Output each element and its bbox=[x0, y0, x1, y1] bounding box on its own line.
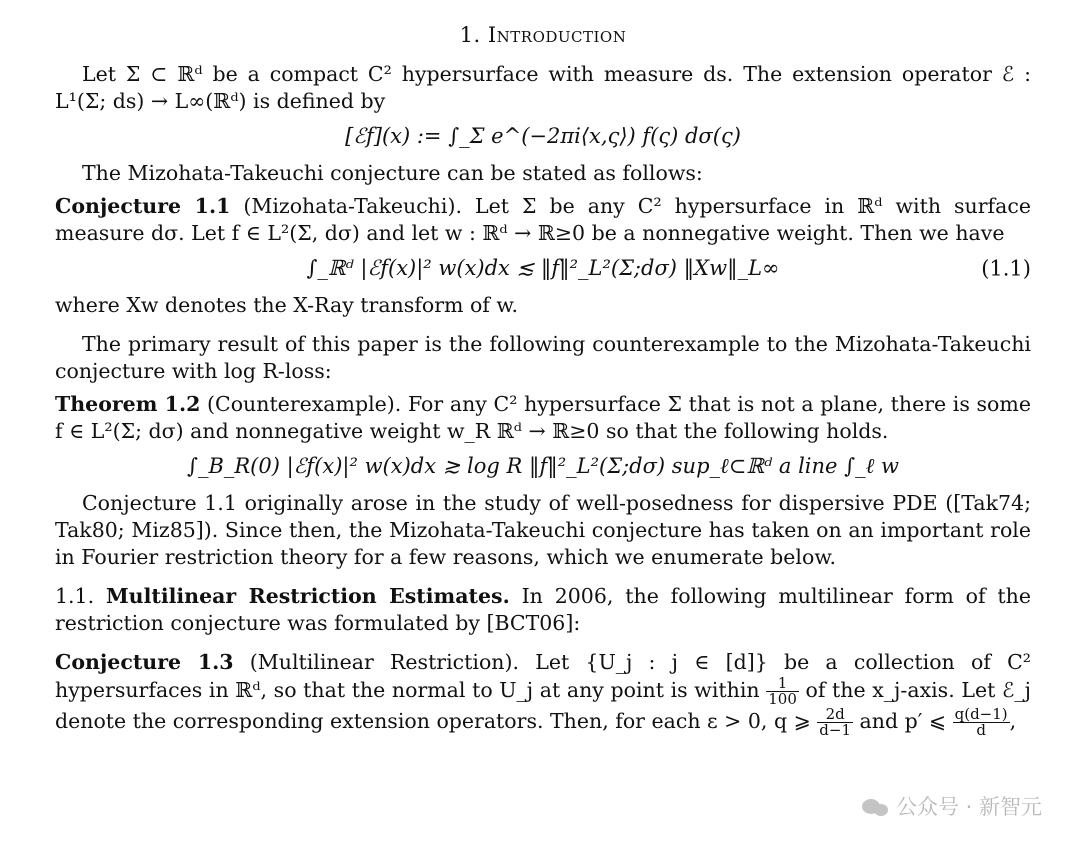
theorem-1-2-label: Theorem 1.2 bbox=[55, 392, 201, 416]
watermark-text: 公众号 · 新智元 bbox=[895, 795, 1042, 819]
paper-page bbox=[55, 22, 1031, 738]
equation-extension-operator: [ℰf](x) := ∫_Σ e^(−2πi⟨x,ς⟩) f(ς) dσ(ς) bbox=[345, 124, 741, 148]
fraction-denominator: d bbox=[976, 721, 986, 739]
conjecture-1-3-label: Conjecture 1.3 bbox=[55, 650, 234, 674]
conjecture-1-1-label: Conjecture 1.1 bbox=[55, 194, 231, 218]
section-title-word: Introduction bbox=[487, 23, 627, 47]
conjecture-1-3 bbox=[55, 649, 1031, 738]
equation-1-1 bbox=[55, 255, 1031, 282]
conjecture-1-1 bbox=[55, 193, 1031, 247]
conjecture-1-3-text-3: and p′ ⩽ bbox=[859, 709, 947, 733]
conjecture-1-3-name: (Multilinear Restriction). bbox=[249, 650, 519, 674]
fraction-p-bound bbox=[953, 707, 1010, 738]
wechat-icon bbox=[862, 797, 890, 819]
subsection-1-1 bbox=[55, 583, 1031, 637]
fraction-numerator: 1 bbox=[766, 676, 799, 692]
watermark bbox=[862, 794, 1042, 821]
theorem-1-2 bbox=[55, 391, 1031, 445]
fraction-denominator: 100 bbox=[768, 690, 797, 708]
conjecture-1-3-text-2: of the x_j-axis. Let ℰ_j denote the corresponding extension operators. Then, for each ε > 0, q ⩾ bbox=[55, 678, 1031, 733]
fraction-q-bound bbox=[817, 707, 853, 738]
intro-paragraph-1: Let Σ ⊂ ℝᵈ be a compact C² hypersurface with measure ds. The extension operator ℰ : L¹(Σ; ds) → L∞(ℝᵈ) is defined by bbox=[55, 62, 1031, 113]
conjecture-1-1-name: (Mizohata-Takeuchi). bbox=[243, 194, 462, 218]
conjecture-1-3-text-1: Let {U_j : j ∈ [d]} be a collection of C² hypersurfaces in ℝᵈ, so that the normal to U_j at any point is within bbox=[55, 650, 1031, 702]
subsection-1-1-title: Multilinear Restriction Estimates. bbox=[105, 584, 510, 608]
equation-1-1-body: ∫_ℝᵈ |ℰf(x)|² w(x)dx ≲ ‖f‖²_L²(Σ;dσ) ‖Xw‖_L∞ bbox=[306, 256, 780, 280]
intro-paragraph-2: The Mizohata-Takeuchi conjecture can be stated as follows: bbox=[82, 161, 703, 185]
fraction-one-hundredth bbox=[766, 676, 799, 707]
fraction-numerator: 2d bbox=[817, 707, 853, 723]
intro-paragraph-4: Conjecture 1.1 originally arose in the study of well-posedness for dispersive PDE ([Tak74; Tak80; Miz85]). Since then, the Mizohata-Takeuchi conjecture has taken on an important role in Fourier restriction theory for a few reasons, which we enumerate below. bbox=[55, 491, 1031, 569]
conjecture-1-1-text: Let Σ be any C² hypersurface in ℝᵈ with surface measure dσ. Let f ∈ L²(Σ, dσ) and let w : ℝᵈ → ℝ≥0 be a nonnegative weight. Then we have bbox=[55, 194, 1031, 245]
section-number: 1. bbox=[459, 23, 488, 47]
equation-1-1-number: (1.1) bbox=[981, 256, 1031, 280]
intro-paragraph-3: The primary result of this paper is the following counterexample to the Mizohata-Takeuchi conjecture with log R-loss: bbox=[55, 332, 1031, 383]
fraction-numerator: q(d−1) bbox=[954, 705, 1008, 723]
equation-theorem-1-2: ∫_B_R(0) |ℰf(x)|² w(x)dx ≳ log R ‖f‖²_L²(Σ;dσ) sup_ℓ⊂ℝᵈ a line ∫_ℓ w bbox=[187, 454, 899, 478]
section-title bbox=[55, 22, 1031, 49]
conjecture-1-3-text-4: , bbox=[1009, 709, 1017, 733]
fraction-denominator: d−1 bbox=[819, 721, 852, 739]
theorem-1-2-text: For any C² hypersurface Σ that is not a plane, there is some f ∈ L²(Σ; dσ) and nonnegative weight w_R ℝᵈ → ℝ≥0 so that the following holds. bbox=[55, 392, 1031, 443]
conjecture-1-1-after: where Xw denotes the X-Ray transform of w. bbox=[55, 293, 519, 317]
theorem-1-2-name: (Counterexample). bbox=[207, 392, 402, 416]
subsection-1-1-number: 1.1. bbox=[55, 584, 95, 608]
subsection-1-1-text: In 2006, the following multilinear form of the restriction conjecture was formulated by [BCT06]: bbox=[55, 584, 1031, 635]
